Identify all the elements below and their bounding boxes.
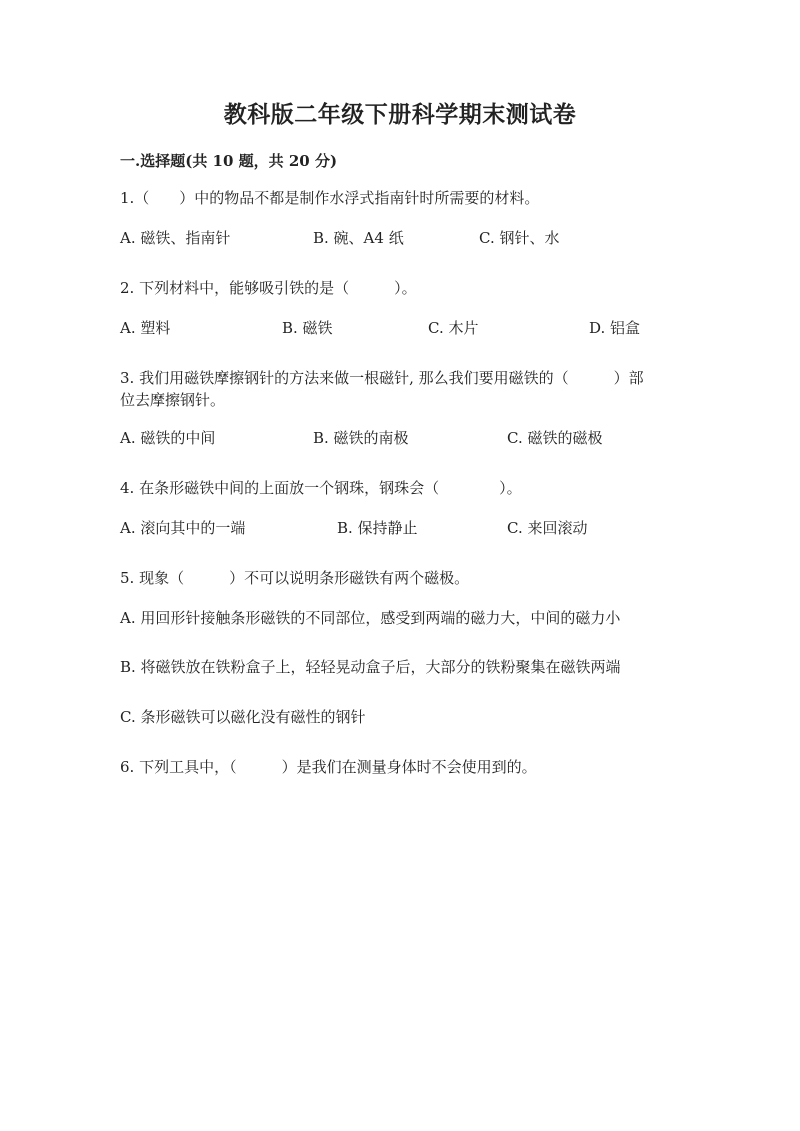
question-4-stem: 4. 在条形磁铁中间的上面放一个钢珠，钢珠会（ ）。 xyxy=(120,479,522,497)
question-5-option-c: C. 条形磁铁可以磁化没有磁性的钢针 xyxy=(120,708,366,726)
question-3-stem-line2: 位去摩擦钢针。 xyxy=(120,391,226,409)
question-2-option-d: D. 铝盒 xyxy=(589,319,641,337)
question-2-option-b: B. 磁铁 xyxy=(282,319,333,337)
question-6-stem: 6. 下列工具中，（ ）是我们在测量身体时不会使用到的。 xyxy=(120,758,537,776)
question-2-option-a: A. 塑料 xyxy=(120,319,171,337)
question-1-stem: 1.（ ）中的物品不都是制作水浮式指南针时所需要的材料。 xyxy=(120,189,540,207)
page-title: 教科版二年级下册科学期末测试卷 xyxy=(223,101,577,128)
question-2-stem: 2. 下列材料中，能够吸引铁的是（ ）。 xyxy=(120,279,417,297)
question-1-option-b: B. 碗、A4 纸 xyxy=(313,229,404,247)
section-heading: 一.选择题(共 10 题，共 20 分) xyxy=(120,152,338,170)
question-1-option-a: A. 磁铁、指南针 xyxy=(120,229,231,247)
question-5-option-a: A. 用回形针接触条形磁铁的不同部位，感受到两端的磁力大，中间的磁力小 xyxy=(120,609,621,627)
question-4-option-a: A. 滚向其中的一端 xyxy=(120,519,246,537)
question-5-stem: 5. 现象（ ）不可以说明条形磁铁有两个磁极。 xyxy=(120,569,470,587)
question-4-option-b: B. 保持静止 xyxy=(337,519,418,537)
question-2-option-c: C. 木片 xyxy=(428,319,479,337)
question-5-option-b: B. 将磁铁放在铁粉盒子上，轻轻晃动盒子后，大部分的铁粉聚集在磁铁两端 xyxy=(120,658,621,676)
question-3-option-a: A. 磁铁的中间 xyxy=(120,429,216,447)
question-3-stem-line1: 3. 我们用磁铁摩擦钢针的方法来做一根磁针, 那么我们要用磁铁的（ ）部 xyxy=(120,369,644,387)
question-3-option-c: C. 磁铁的磁极 xyxy=(507,429,603,447)
question-3-option-b: B. 磁铁的南极 xyxy=(313,429,409,447)
question-4-option-c: C. 来回滚动 xyxy=(507,519,588,537)
question-1-option-c: C. 钢针、水 xyxy=(479,229,560,247)
